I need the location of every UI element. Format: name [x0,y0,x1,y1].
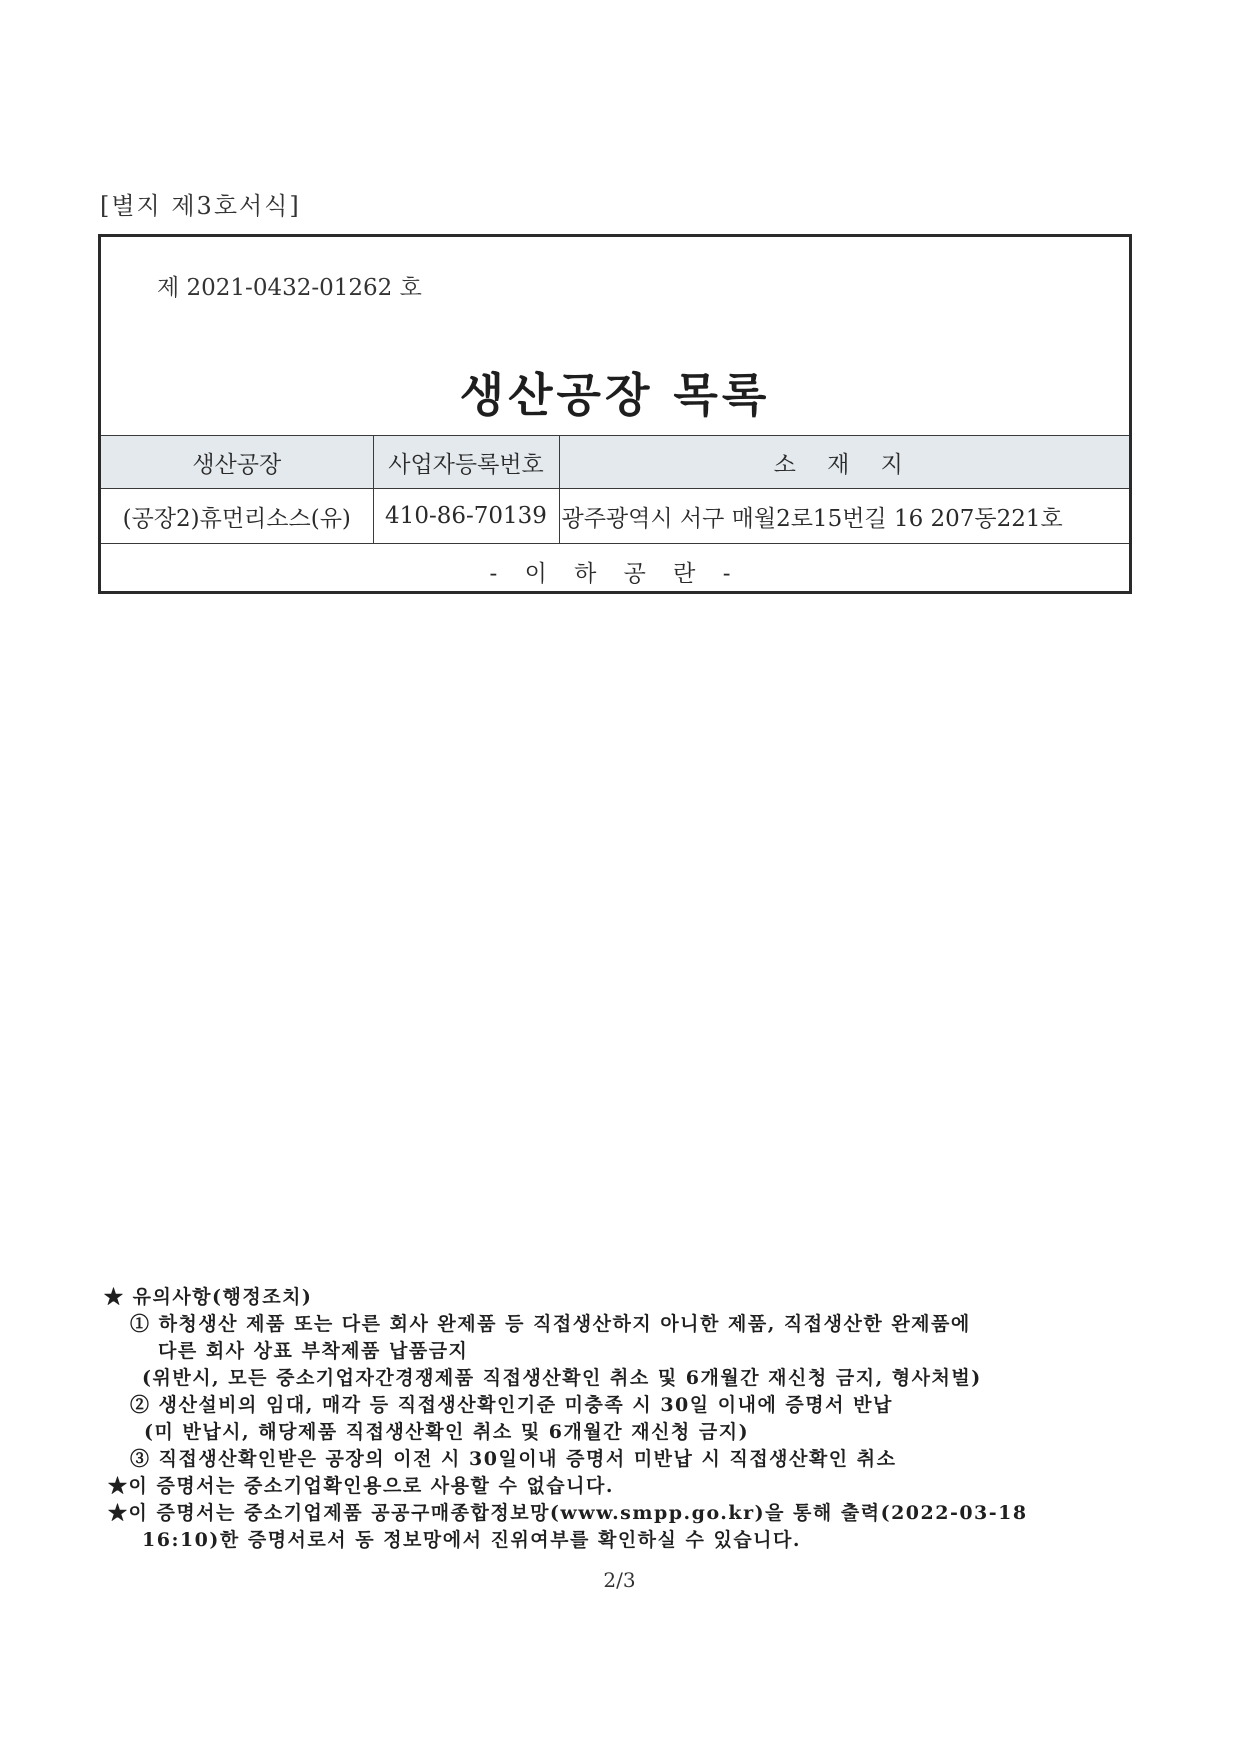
table-row [101,489,1129,544]
cell-factory-name: (공장2)휴먼리소스(유) [101,489,373,544]
cell-address: 광주광역시 서구 매월2로15번길 16 207동221호 [559,489,1129,544]
notice-usage-restriction: ★이 증명서는 중소기업확인용으로 사용할 수 없습니다. [108,1475,614,1497]
table-footer-blank-notice: - 이 하 공 란 - [101,544,1129,599]
notice-verification: ★이 증명서는 중소기업제품 공공구매종합정보망(www.smpp.go.kr)을 통해 출력(2022-03-18 [108,1502,1028,1524]
form-label: [별지 제3호서식] [100,192,301,220]
notes-heading: ★ 유의사항(행정조치) [104,1286,313,1308]
note-item-1: ① 하청생산 제품 또는 다른 회사 완제품 등 직접생산하지 아니한 제품, 직접생산한 완제품에 [130,1313,971,1335]
header-address: 소 재 지 [559,436,1129,489]
document-title: 생산공장 목록 [459,368,771,422]
document-frame [98,234,1132,594]
page-number: 2/3 [603,1568,636,1592]
note-item-2: ② 생산설비의 임대, 매각 등 직접생산확인기준 미충족 시 30일 이내에 증명서 반납 [130,1394,893,1416]
header-registration: 사업자등록번호 [373,436,559,489]
note-item-1-penalty: (위반시, 모든 중소기업자간경쟁제품 직접생산확인 취소 및 6개월간 재신청 금지, 형사처벌) [142,1367,982,1389]
note-item-2-penalty: (미 반납시, 해당제품 직접생산확인 취소 및 6개월간 재신청 금지) [144,1421,750,1443]
note-item-3: ③ 직접생산확인받은 공장의 이전 시 30일이내 증명서 미반납 시 직접생산확인 취소 [130,1448,897,1470]
document-number: 제 2021-0432-01262 호 [157,275,422,301]
cell-registration-number: 410-86-70139 [373,489,559,544]
notes-section [104,1284,1144,1554]
header-factory: 생산공장 [101,436,373,489]
factory-table [101,435,1129,598]
table-header-row [101,436,1129,489]
notice-verification-continued: 16:10)한 증명서로서 동 정보망에서 진위여부를 확인하실 수 있습니다. [142,1529,802,1551]
note-item-1-continued: 다른 회사 상표 부착제품 납품금지 [158,1340,469,1362]
table-footer-row [101,544,1129,599]
